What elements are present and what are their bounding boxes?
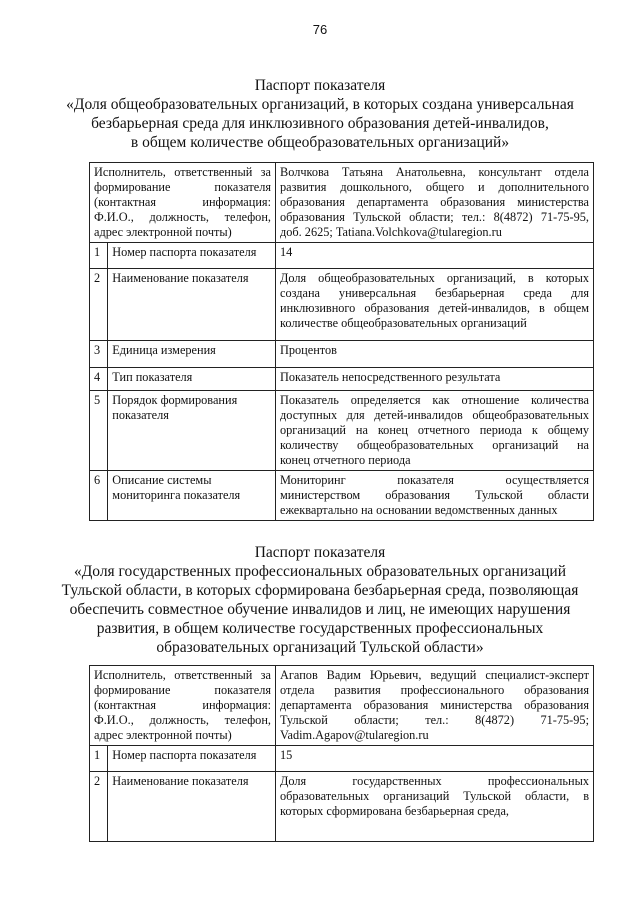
- contact-value-cell: [276, 163, 594, 243]
- text-line: Vadim.Agapov@tularegion.ru: [280, 728, 429, 742]
- table-row: [90, 269, 594, 341]
- text-line: показателя: [112, 408, 169, 422]
- passport-1-title: [40, 76, 600, 152]
- text-line: Тип показателя: [112, 370, 193, 384]
- row-number: 1: [90, 746, 108, 772]
- title-line: в общем количестве общеобразовательных организаций»: [130, 134, 510, 151]
- text-line: создана универсальная безбарьерная среда для: [280, 286, 589, 300]
- text-line: Тульской области; тел.: 8(4872) 71-75-95;: [280, 713, 589, 727]
- text-line: департамента образования министерства образования: [280, 698, 589, 712]
- text-line: инклюзивного образования детей-инвалидов, в общем: [280, 301, 589, 315]
- text-line: количестве общеобразовательных организаций: [280, 316, 527, 330]
- text-line: Наименование показателя: [112, 774, 249, 788]
- row-value: [276, 368, 594, 391]
- text-line: Порядок формирования: [112, 393, 238, 407]
- title-line: Паспорт показателя: [254, 544, 386, 561]
- text-line: мониторинга показателя: [112, 488, 241, 502]
- row-value: [276, 746, 594, 772]
- row-label: [108, 471, 276, 521]
- table-row: [90, 471, 594, 521]
- text-line: Описание системы: [112, 473, 212, 487]
- text-line: (контактная информация:: [94, 195, 271, 209]
- text-line: Исполнитель, ответственный за: [94, 165, 271, 179]
- table-row: [90, 243, 594, 269]
- text-line: Наименование показателя: [112, 271, 249, 285]
- text-line: доступных для детей-инвалидов общеобразовательных: [280, 408, 589, 422]
- title-line: обеспечить совместное обучение инвалидов и лиц, не имеющих нарушения: [69, 601, 571, 618]
- text-line: адрес электронной почты): [94, 225, 232, 239]
- row-label: [108, 368, 276, 391]
- text-line: доб. 2625; Tatiana.Volchkova@tularegion.ru: [280, 225, 502, 239]
- row-value: [276, 243, 594, 269]
- title-line: «Доля государственных профессиональных образовательных организаций: [73, 563, 567, 580]
- row-value: [276, 269, 594, 341]
- passport-2-table: [89, 665, 594, 842]
- contact-value-cell: [276, 666, 594, 746]
- row-number: 2: [90, 772, 108, 842]
- text-line: отдела развития профессионального образования: [280, 683, 589, 697]
- contact-label-cell: [90, 163, 276, 243]
- text-line: образования Тульской области; тел.: 8(4872) 71-75-95,: [280, 210, 589, 224]
- text-line: Агапов Вадим Юрьевич, ведущий специалист-эксперт: [280, 668, 589, 682]
- row-number: 2: [90, 269, 108, 341]
- text-line: организаций на конец отчетного периода к общему: [280, 423, 589, 437]
- row-number: 4: [90, 368, 108, 391]
- title-line: развития, в общем количестве государственных профессиональных: [96, 620, 544, 637]
- text-line: образования департамента образования министерства: [280, 195, 589, 209]
- title-line: образовательных организаций Тульской области»: [156, 639, 484, 656]
- table-row: [90, 746, 594, 772]
- text-line: Показатель определяется как отношение количества: [280, 393, 589, 407]
- text-line: Исполнитель, ответственный за: [94, 668, 271, 682]
- table-row: [90, 772, 594, 842]
- row-label: [108, 746, 276, 772]
- title-line: безбарьерная среда для инклюзивного образования детей-инвалидов,: [91, 115, 549, 132]
- text-line: Показатель непосредственного результата: [280, 370, 501, 384]
- text-line: 14: [280, 245, 293, 259]
- row-number: 6: [90, 471, 108, 521]
- text-line: 15: [280, 748, 293, 762]
- row-value: [276, 772, 594, 842]
- contact-row: [90, 666, 594, 746]
- row-label: [108, 341, 276, 368]
- passport-1-table: [89, 162, 594, 521]
- text-line: формирование показателя: [94, 683, 271, 697]
- text-line: Волчкова Татьяна Анатольевна, консультант отдела: [280, 165, 589, 179]
- text-line: развития дошкольного, общего и дополнительного: [280, 180, 589, 194]
- row-label: [108, 269, 276, 341]
- row-label: [108, 243, 276, 269]
- title-line: «Доля общеобразовательных организаций, в которых создана универсальная: [66, 96, 574, 113]
- contact-row: [90, 163, 594, 243]
- text-line: образовательных организаций Тульской области, в: [280, 789, 589, 803]
- row-value: [276, 471, 594, 521]
- text-line: Ф.И.О., должность, телефон,: [94, 713, 271, 727]
- row-value: [276, 341, 594, 368]
- row-number: 3: [90, 341, 108, 368]
- row-value: [276, 391, 594, 471]
- table-row: [90, 391, 594, 471]
- text-line: Ф.И.О., должность, телефон,: [94, 210, 271, 224]
- text-line: количеству общеобразовательных организаций на: [280, 438, 589, 452]
- text-line: Единица измерения: [112, 343, 216, 357]
- title-line: Паспорт показателя: [254, 77, 386, 94]
- contact-label-cell: [90, 666, 276, 746]
- row-number: 1: [90, 243, 108, 269]
- row-number: 5: [90, 391, 108, 471]
- text-line: формирование показателя: [94, 180, 271, 194]
- page-number: 76: [312, 22, 328, 37]
- text-line: Номер паспорта показателя: [112, 748, 257, 762]
- text-line: министерством образования Тульской области: [280, 488, 589, 502]
- title-line: Тульской области, в которых сформирована безбарьерная среда, позволяющая: [61, 582, 579, 599]
- text-line: которых сформирована безбарьерная среда,: [280, 804, 509, 818]
- row-label: [108, 772, 276, 842]
- table-row: [90, 341, 594, 368]
- passport-2-title: [40, 543, 600, 657]
- text-line: (контактная информация:: [94, 698, 271, 712]
- text-line: Доля общеобразовательных организаций, в которых: [280, 271, 589, 285]
- text-line: адрес электронной почты): [94, 728, 232, 742]
- table-row: [90, 368, 594, 391]
- text-line: конец отчетного периода: [280, 453, 411, 467]
- text-line: ежеквартально на основании ведомственных данных: [280, 503, 558, 517]
- row-label: [108, 391, 276, 471]
- text-line: Процентов: [280, 343, 337, 357]
- text-line: Доля государственных профессиональных: [280, 774, 589, 788]
- text-line: Мониторинг показателя осуществляется: [280, 473, 589, 487]
- text-line: Номер паспорта показателя: [112, 245, 257, 259]
